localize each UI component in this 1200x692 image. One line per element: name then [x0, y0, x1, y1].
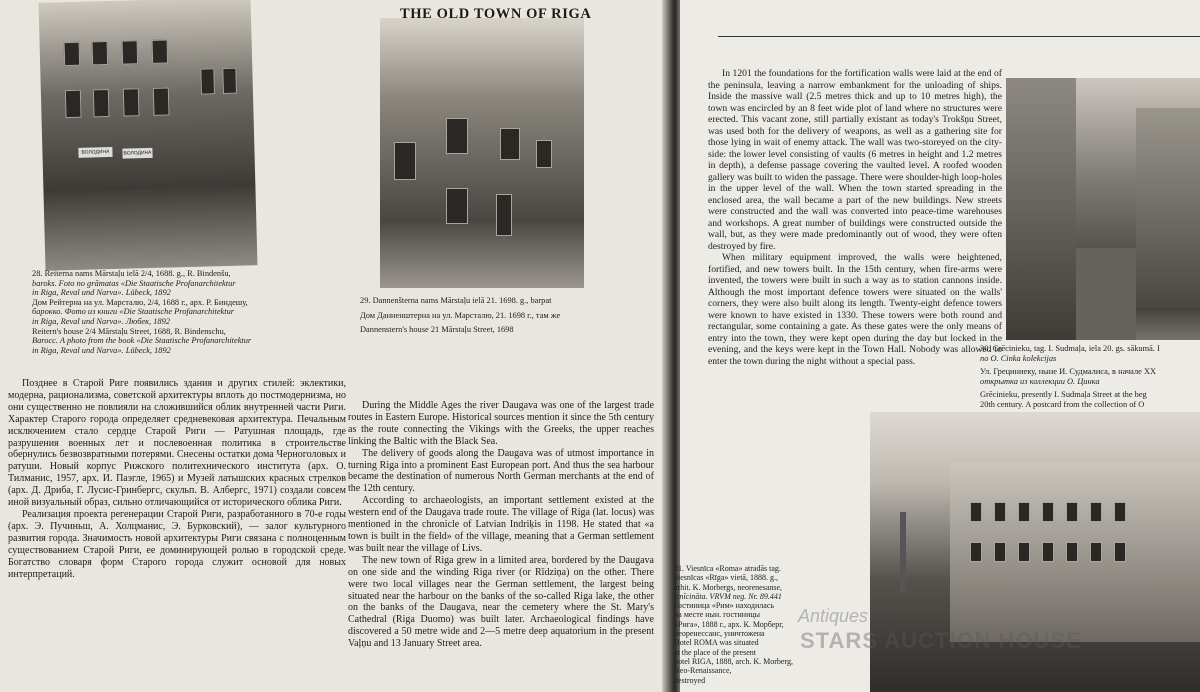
english-paragraph: The new town of Riga grew in a limited area, bordered by the Daugava on one side and the winding Riga river (or Rīdziņa) on the other. There were two local villages near the German settlement, the largest being situated near the harbour on the banks of the so-called Riga lake, the other on the banks of the Daugava, near the cemetery where the St. Mary's Cathedral (Riga Duomo) was built later. Archaeological findings have discovered a 50 metre wide and 2—5 metre deep aquatorium in the present Vaļņu and 13 January Street area.	[348, 554, 654, 650]
photo-dannenstern-house	[380, 18, 584, 288]
english-paragraph: The delivery of goods along the Daugava was of utmost importance in turning Riga into a prominent East European port. And thus the sea harbour became the destination of numerous North German merchants at the end of the 12th century.	[348, 447, 654, 495]
caption-line: Reitern's house 2/4 Mārstaļu Street, 1688, R. Bindenschu,	[32, 326, 226, 336]
caption-line: барокко. Фото из книги «Die Staatische Profanarchitektur	[32, 307, 235, 317]
caption-line: Barocc. A photo from the book «Die Staatische Profanarchitektur	[32, 336, 252, 346]
caption-line: 28. Reiterna nams Mārstaļu ielā 2/4, 1688. g., R. Bindenšu,	[32, 269, 231, 278]
russian-paragraph: Позднее в Старой Риге появились здания и других стилей: эклектики, модерна, рационализма, советской архитектуры вплоть до постмодернизма, но они существенно не повлияли на сложившийся облик внутренней части Риги. Характер Старого города определяет средневековая архитектура. Печальным исключением стало сердце Старой Риги — Ратушная площадь, где разрушения военных лет и послевоенная политика в строительстве обернулись безвозвратными потерями. Снесены остатки дома Черноголовых и ратуши. Новый корпус Рижского политехнического института (арх. О. Тилманис, 1957, арх. И. Паэгле, 1965) и Музей латышских красных стрелков (арх. Д. Дриба, Г. Лусис-Гринбергс, скульп. В. Албергс, 1971) создали совсем иной визуальный образ, сильно отличающийся от исторического облика Риги.	[8, 378, 346, 509]
english-paragraph: In 1201 the foundations for the fortification walls were laid at the end of the peninsula, leaving a narrow embankment for the unloading of ships. Inside the massive wall (2.5 metres thick and up to 10 metres high), the town was encircled by an 8 feet wide plot of land where no structures were erected. This vacant zone, still partially existant as today's Trokšņu Street, was used both for the delivery of weapons, as well as a gathering site for those lying in wait of enemy attack. The wall was two-storeyed on the city-side: the lower level consisting of vaults (6 metres in height and 1.2 metres in depth), a defense passage covering the vaulted level. A roofed wooden gallery was built to widen the passage. There were shoulder-high loop-holes in the upper level of the wall. When the town started spreading in the enclosed area, the wall became a part of the new buildings. New streets were constructed and the wall was converted into peace-time warehouses and workshops. A great number of buildings were constructed outside the wall, but, as they were made predominantly out of wood, they were often destroyed by fire.	[708, 68, 1002, 252]
english-text-right	[708, 68, 1002, 367]
caption-line: destroyed	[674, 675, 706, 685]
caption-line: Neo-Renaissance,	[674, 666, 732, 676]
caption-line: in Riga, Reval und Narva». Lübeck, 1892	[32, 345, 171, 355]
caption-line: Dannenstern's house 21 Mārstaļu Street, 1698	[360, 325, 514, 335]
caption-line: «Рига», 1888 г., арх. К. Морберг,	[674, 619, 784, 629]
right-page	[674, 0, 1200, 692]
page-title: THE OLD TOWN OF RIGA	[400, 6, 592, 22]
header-rule	[718, 36, 1200, 37]
shop-sign: ВОЛОДИНА	[122, 148, 152, 159]
caption-line: Grēcinieku, presently I. Sudmaļa Street at the beg	[980, 390, 1147, 400]
caption-line: arhit. K. Morbergs, neorenesanse,	[674, 582, 783, 592]
watermark-antiques: Antiques	[798, 606, 869, 626]
caption-line: 31. Viesnīca «Roma» atradās tag.	[674, 564, 781, 573]
caption-line: at the place of the present	[674, 647, 756, 657]
caption-line: in Riga, Reval und Narva». Любек, 1892	[32, 316, 170, 326]
caption-line: 29. Dannenšterna nams Mārstaļu ielā 21. 1698. g., barpat	[360, 296, 552, 305]
caption-line: in Riga, Reval und Narva». Lübeck, 1892	[32, 288, 171, 298]
caption-29	[360, 296, 600, 335]
caption-line: на месте нын. гостиницы	[674, 610, 761, 620]
watermark-auction-house: STARS AUCTION HOUSE	[800, 628, 1082, 653]
russian-paragraph: Реализация проекта регенерации Старой Риги, разработанного в 70-е годы (арх. Э. Пучиньш, А. Холцманис, Э. Бурковский), — залог культурного развития города. Значимость новой архитектуры Риги связана с полноценным существованием Старой Риги, ее доминирующей ролью в городской среде. Богатство словаря форм Старого города служит основой для новых интерпретаций.	[8, 508, 346, 580]
caption-line: Ул. Грециниеку, ныне И. Судмалиса, в начале XX	[980, 367, 1157, 377]
shop-sign: ВОЛОДИНА	[78, 147, 112, 158]
english-text-left	[348, 400, 654, 650]
caption-28	[32, 269, 352, 355]
caption-line: Hotel ROMA was situated	[674, 638, 759, 648]
caption-line: baroks. Foto no grāmatas «Die Staatische Profanarchitektur	[32, 278, 236, 288]
caption-line: Дом Данненштерна на ул. Марсталю, 21. 1698 г., там же	[360, 310, 561, 320]
caption-line: неоренессанс, уничтожена	[674, 629, 765, 639]
caption-line: открытка из коллекции О. Цинка	[980, 376, 1100, 386]
english-paragraph: When military equipment improved, the walls were heightened, fortified, and new towers built. In the 15th century, when fire-arms were invented, the towers were built in such a way as to station cannons inside. Although the most important defence towers were situated on the walls' corners, they were also built along its length. Twenty-eight defence towers were known to have existed in 1330. These towers were both round and rectangular, some containing a gate. As these gates were the only means of entry into the town, they were kept open during the day but locked in the evening, and the keys were kept in the Town Hall. Nobody was allowed to enter the town during the night without a special pass.	[708, 252, 1002, 367]
caption-line: 20th century. A postcard from the collection of O	[980, 399, 1145, 409]
caption-line: Гостиница «Рим» находилась	[674, 601, 775, 611]
caption-line: no O. Cinka kolekcijas	[980, 353, 1057, 363]
caption-line: 30. Grēcinieku, tag. I. Sudmaļa, iela 20. gs. sākumā. I	[980, 344, 1160, 353]
caption-line: Дом Рейтерна на ул. Марсталю, 2/4, 1688 г., арх. Р. Биндешу,	[32, 297, 248, 307]
photo-reitern-house	[39, 0, 258, 271]
russian-text	[8, 378, 346, 580]
english-paragraph: During the Middle Ages the river Daugava was one of the largest trade routes in Eastern Europe. Historical sources mention it since the 5th century as the route connecting the Vikings with the Greeks, the upper reaches linking the Baltic with the Black Sea.	[348, 400, 654, 447]
photo-grecinieku-street	[1006, 78, 1200, 340]
caption-line: viesnīcas «Rīga» vietā, 1888. g.,	[674, 573, 778, 583]
caption-line: iznīcināta. VRVM neg. Nr. 89.441	[674, 591, 782, 601]
caption-line: hotel RIGA, 1888, arch. K. Morberg,	[674, 656, 793, 666]
caption-30	[980, 344, 1200, 410]
english-paragraph: According to archaeologists, an important settlement existed at the western end of the Daugava trade route. The village of Riga (lat. locus) was mentioned in the chronicle of Latvian Indriķis in 1198. He stated that «a town is built in the field» of the village, meaning that a German settlement was built near the village of Livs.	[348, 495, 654, 554]
